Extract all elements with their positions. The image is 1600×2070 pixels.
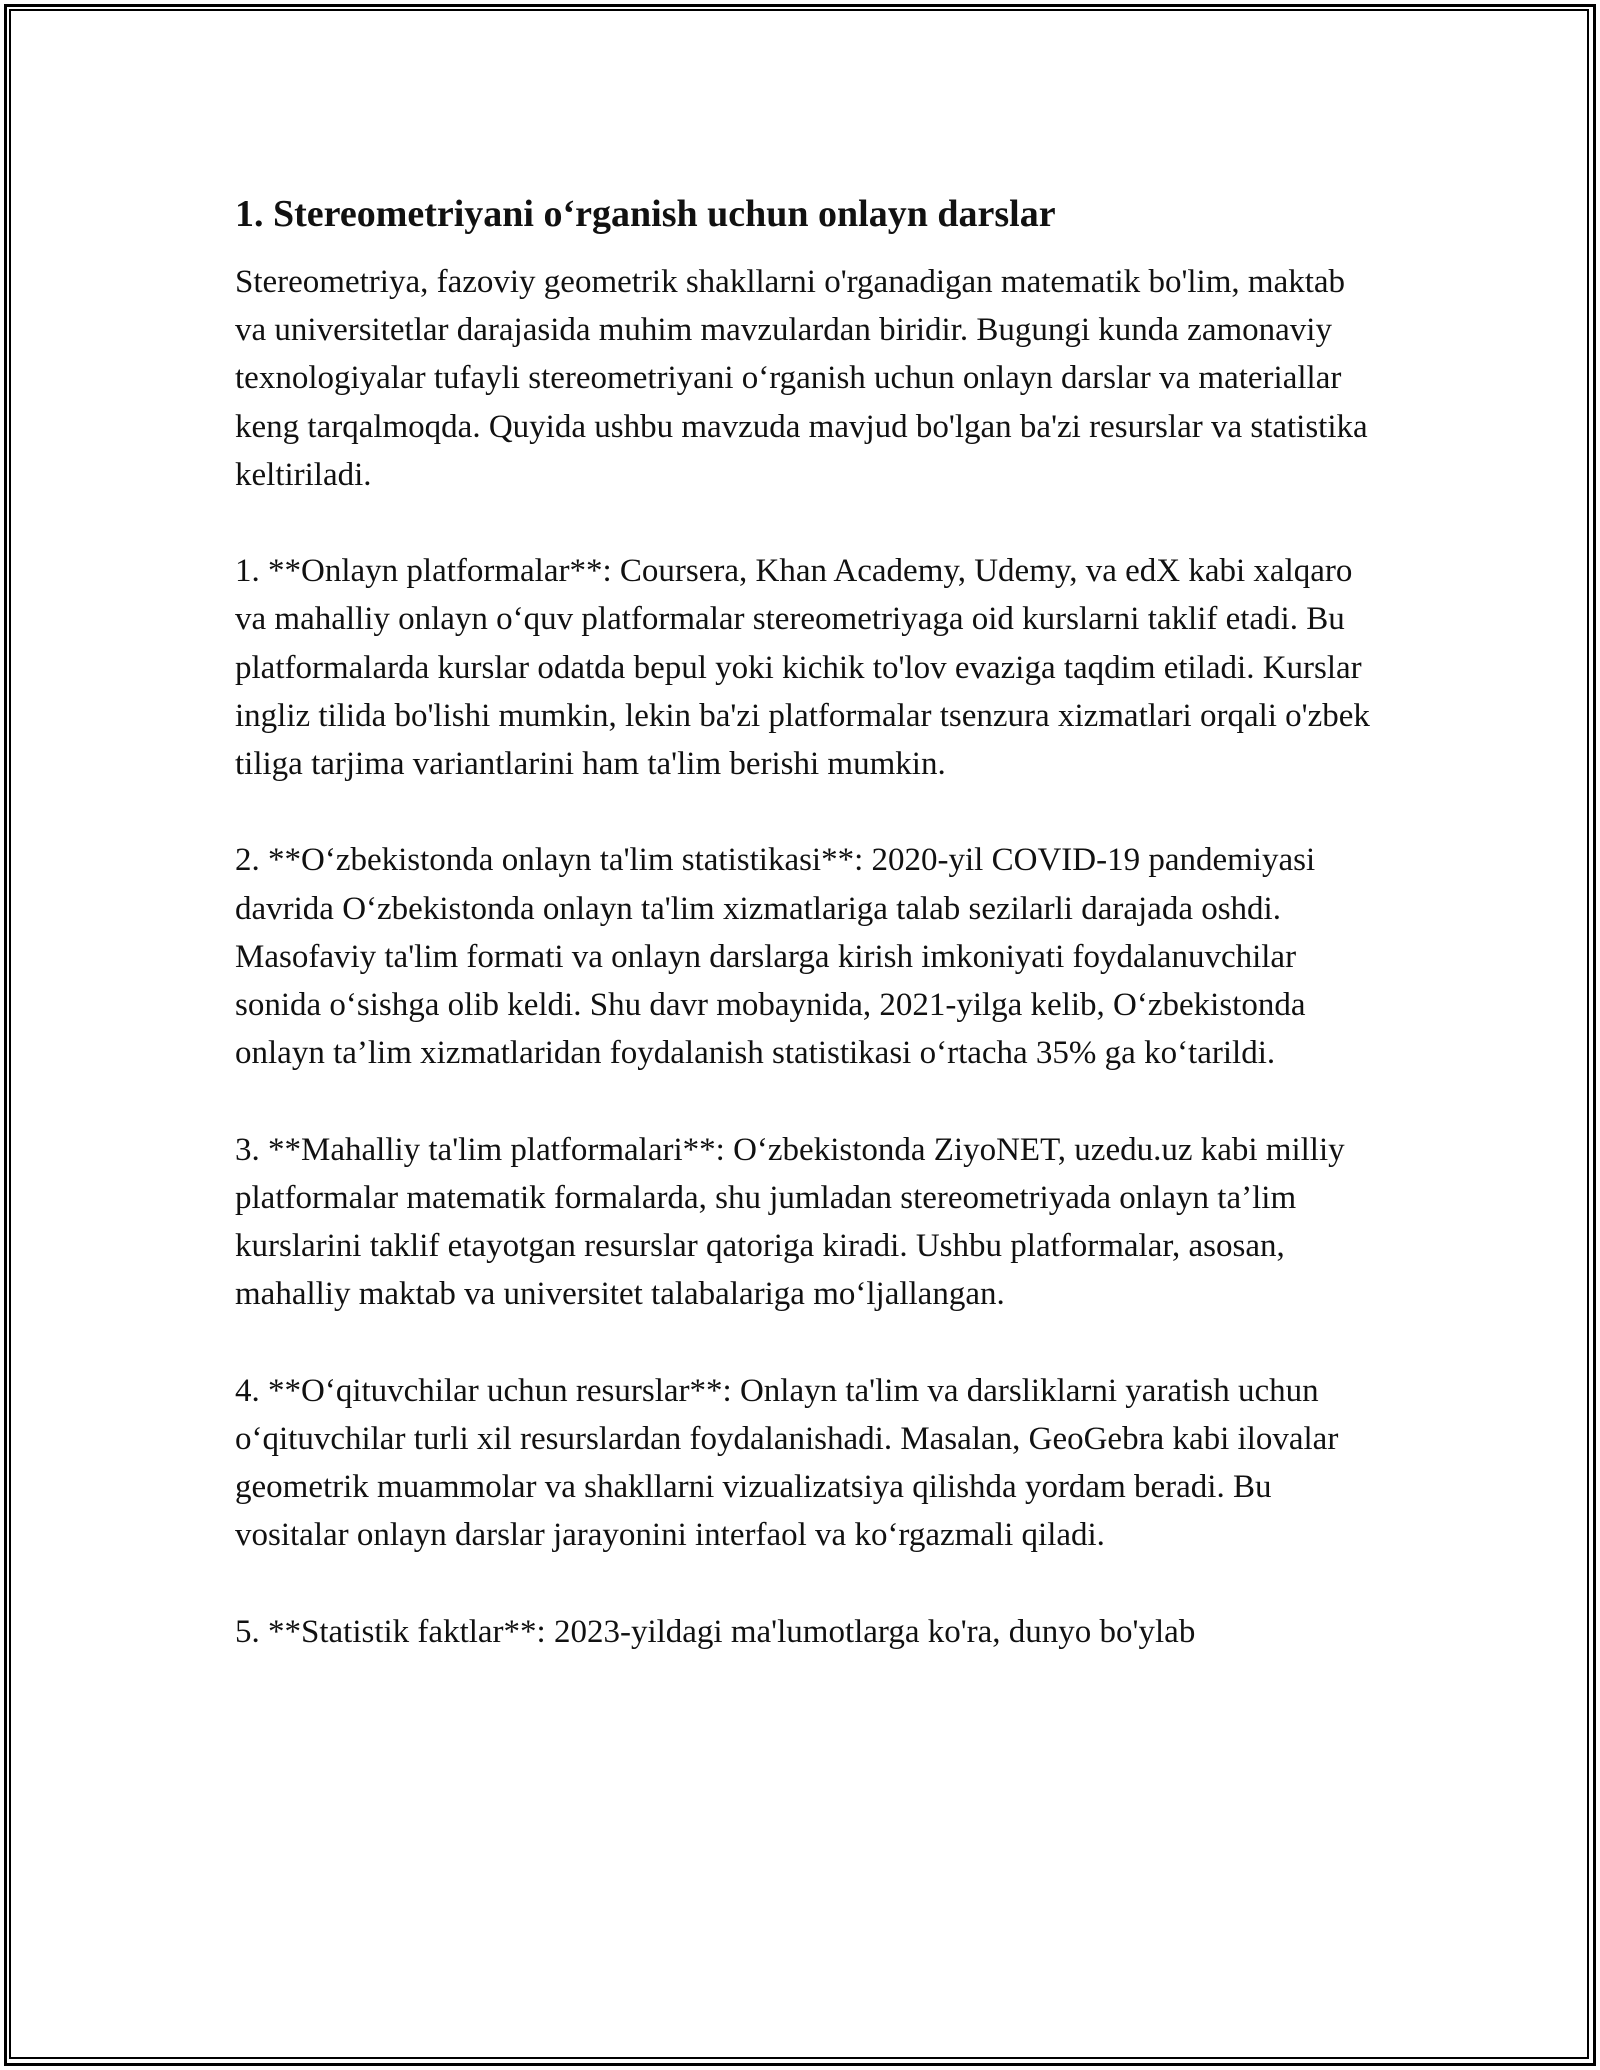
document-title: 1. Stereometriyani o‘rganish uchun onlayn darslar (235, 193, 1056, 235)
document-body (235, 188, 1375, 1704)
paragraph-online-platforms: 1. **Onlayn platformalar**: Coursera, Khan Academy, Udemy, va edX kabi xalqaro va mahalliy onlayn o‘quv platformalar stereometriyaga oid kurslarni taklif etadi. Bu platformalarda kurslar odatda bepul yoki kichik to'lov evaziga taqdim etiladi. Kurslar ingliz tilida bo'lishi mumkin, lekin ba'zi platformalar tsenzura xizmatlari orqali o'zbek tiliga tarjima variantlarini ham ta'lim berishi mumkin. (235, 553, 1370, 783)
paragraph-statistical-facts: 5. **Statistik faktlar**: 2023-yildagi ma'lumotlarga ko'ra, dunyo bo'ylab (235, 1613, 1196, 1650)
paragraph-teacher-resources: 4. **O‘qituvchilar uchun resurslar**: Onlayn ta'lim va darsliklarni yaratish uchun o‘qituvchilar turli xil resurslardan foydalanishadi. Masalan, GeoGebra kabi ilovalar geometrik muammolar va shakllarni vizualizatsiya qilishda yordam beradi. Bu vositalar onlayn darslar jarayonini interfaol va ko‘rgazmali qiladi. (235, 1372, 1339, 1554)
paragraph-intro: Stereometriya, fazoviy geometrik shakllarni o'rganadigan matematik bo'lim, maktab va universitetlar darajasida muhim mavzulardan biridir. Bugungi kunda zamonaviy texnologiyalar tufayli stereometriyani o‘rganish uchun onlayn darslar va materiallar keng tarqalmoqda. Quyida ushbu mavzuda mavjud bo'lgan ba'zi resurslar va statistika keltiriladi. (235, 264, 1368, 493)
paragraph-uzbekistan-statistics: 2. **O‘zbekistonda onlayn ta'lim statistikasi**: 2020-yil COVID-19 pandemiyasi davrida O‘zbekistonda onlayn ta'lim xizmatlariga talab sezilarli darajada oshdi. Masofaviy ta'lim formati va onlayn darslarga kirish imkoniyati foydalanuvchilar sonida o‘sishga olib keldi. Shu davr mobaynida, 2021-yilga kelib, O‘zbekistonda onlayn ta’lim xizmatlaridan foydalanish statistikasi o‘rtacha 35% ga ko‘tarildi. (235, 842, 1316, 1072)
paragraph-local-platforms: 3. **Mahalliy ta'lim platformalari**: O‘zbekistonda ZiyoNET, uzedu.uz kabi milliy platformalar matematik formalarda, shu jumladan stereometriyada onlayn ta’lim kurslarini taklif etayotgan resurslar qatoriga kiradi. Ushbu platformalar, asosan, mahalliy maktab va universitet talabalariga mo‘ljallangan. (235, 1131, 1345, 1313)
